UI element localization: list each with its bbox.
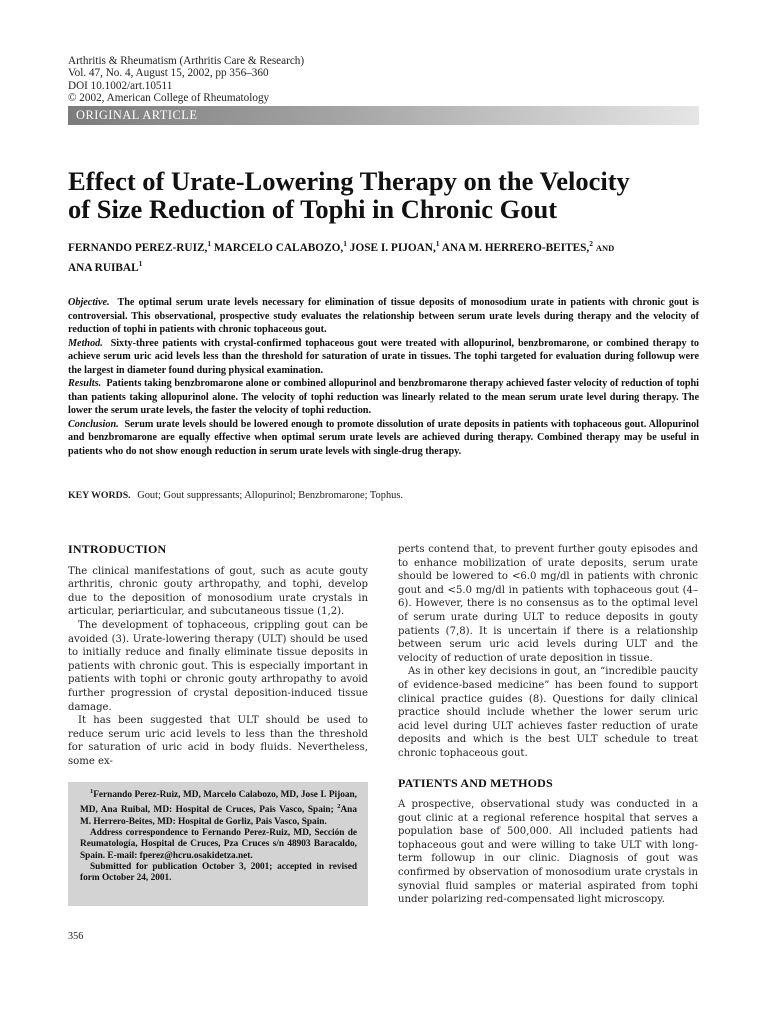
abstract-conclusion (68, 418, 699, 459)
doi: DOI 10.1002/art.10511 (68, 79, 173, 92)
conclusion-text: Serum urate levels should be lowered enough to promote dissolution of urate deposits in patients with tophaceous gout. Allopurinol and benzbromarone are equally effective when optimal serum urate levels are achieved during therapy. Combined therapy may be useful in patients who do not show enough reduction in serum urate levels with single-drug therapy. (68, 418, 699, 457)
keywords-text: Gout; Gout suppressants; Allopurinol; Benzbromarone; Tophus. (137, 490, 403, 501)
affiliation-mark: 1 (343, 239, 347, 248)
article-type-band (68, 106, 699, 125)
author-4: ANA M. HERRERO-BEITES, (441, 241, 590, 254)
volume-info: Vol. 47, No. 4, August 15, 2002, pp 356–360 (68, 67, 269, 80)
affiliation-mark: 1 (138, 258, 143, 268)
intro-paragraph-4: As in other key decisions in gout, an “incredible paucity of evidence-based medicine” has been found to support clinical practice guides (8). Questions for daily clinical practice should include whether the lower serum uric acid level during ULT achieves faster reduction of urate deposits and which is the best ULT schedule to treat chronic tophaceous gout. (398, 666, 698, 759)
right-column (398, 543, 698, 907)
footnote-mark: 1 (90, 788, 94, 795)
journal-header (68, 55, 304, 105)
results-text: Patients taking benzbromarone alone or combined allopurinol and benzbromarone therapy achieved faster velocity of reduction of tophi than patients taking allopurinol alone. The velocity of tophi reduction was linearly related to the mean serum urate level during therapy. The lower the serum urate levels, the faster the velocity of tophi reduction. (68, 378, 699, 416)
method-text: Sixty-three patients with crystal-confirmed tophaceous gout were treated with allopurinol, benzbromarone, or combined therapy to achieve serum uric acid levels less than the threshold for saturation of urate in tissues. The tophi targeted for evaluation during followup were the largest in diameter found during physical examination. (68, 337, 699, 376)
copyright: © 2002, American College of Rheumatology (68, 92, 270, 105)
keywords-label: KEY WORDS. (68, 490, 131, 501)
page-number: 356 (68, 931, 84, 942)
footnote-affiliations (80, 786, 357, 828)
footnote-submission: Submitted for publication October 3, 2001; accepted in revised form October 24, 2001. (80, 861, 357, 884)
keywords (68, 490, 708, 501)
results-label: Results. (68, 378, 102, 389)
introduction-heading: INTRODUCTION (68, 542, 167, 556)
left-column (68, 543, 368, 769)
footnote-correspondence: Address correspondence to Fernando Perez-Ruiz, MD, Sección de Reumatología, Hospital de Cruces, Pza Cruces s/n 48903 Baracaldo, Spain. E-mail: fperez@hcru.osakidetza.net. (80, 828, 357, 861)
intro-paragraph-3: It has been suggested that ULT should be used to reduce serum uric acid levels to less than the threshold for saturation of uric acid in body fluids. Nevertheless, some ex- (68, 715, 368, 767)
article-type-label: ORIGINAL ARTICLE (76, 108, 198, 122)
intro-continued-paragraph: perts contend that, to prevent further gouty episodes and to enhance mobilization of urate deposits, serum urate should be lowered to <6.0 mg/dl in patients with chronic gout and <5.0 mg/dl in patients with tophaceous gout (4–6). However, there is no consensus as to the optimal level of serum urate during ULT to reduce deposits in gouty patients (7,8). It is uncertain if there is a relationship between serum uric acid levels during ULT and the velocity of reduction of urate deposition in tissue. (398, 544, 698, 664)
author-2: MARCELO CALABOZO, (213, 241, 344, 254)
article-title (68, 167, 708, 223)
author-5: ANA RUIBAL (68, 261, 139, 274)
footnote-box (68, 782, 368, 906)
affiliation-mark: 2 (589, 239, 594, 248)
objective-label: Objective. (68, 297, 110, 308)
title-line-1: Effect of Urate-Lowering Therapy on the Velocity (68, 166, 630, 196)
affiliation-mark: 1 (435, 239, 440, 248)
methods-heading: PATIENTS AND METHODS (398, 775, 553, 790)
methods-paragraph-1: A prospective, observational study was conducted in a gout clinic at a regional reference hospital that serves a population base of 500,000. All included patients had tophaceous gout and were willing to take ULT with long-term followup in our clinic. Diagnosis of gout was confirmed by observation of monosodium urate crystals in synovial fluid samples or material aspirated from tophi under polarizing red-compensated light microscopy. (398, 799, 698, 906)
author-conjunction: AND (595, 242, 615, 253)
affiliation-mark: 1 (207, 239, 212, 248)
abstract-method (68, 337, 699, 378)
method-label: Method. (68, 337, 103, 349)
intro-paragraph-2: The development of tophaceous, crippling gout can be avoided (3). Urate-lowering therapy (ULT) should be used to initially reduce and finally eliminate tissue deposits in patients with chronic gout. This is especially important in patients with tophi or chronic gouty arthropathy to avoid further progression of crystal deposition-induced tissue damage. (68, 619, 368, 713)
footnote-mark: 2 (337, 803, 341, 811)
author-1: FERNANDO PEREZ-RUIZ, (68, 241, 208, 254)
author-3: JOSE I. PIJOAN, (349, 241, 436, 254)
conclusion-label: Conclusion. (68, 418, 119, 430)
intro-paragraph-1: The clinical manifestations of gout, such as acute gouty arthritis, chronic gouty arthropathy, and tophi, develop due to the deposition of monosodium urate crystals in articular, periarticular, and subcutaneous tissue (1,2). (68, 565, 368, 618)
title-line-2: of Size Reduction of Tophi in Chronic Gout (68, 194, 558, 224)
abstract-objective (68, 296, 699, 337)
objective-text: The optimal serum urate levels necessary for elimination of tissue deposits of monosodium urate in patients with chronic gout is controversial. This observational, prospective study evaluates the relationship between serum urate levels during therapy and the velocity of reduction of tophi in patients with chronic tophaceous gout. (68, 297, 699, 335)
journal-name: Arthritis & Rheumatism (Arthritis Care & Research) (68, 55, 305, 67)
author-list (68, 236, 708, 276)
abstract-results (68, 377, 699, 418)
footnote-affiliations-text: Fernando Perez-Ruiz, MD, Marcelo Calabozo, MD, Jose I. Pijoan, MD, Ana Ruibal, MD: Hospital de Cruces, Pais Vasco, Spain; (80, 790, 357, 816)
footnote-affiliations-text-2: Ana M. Herrero-Beites, MD: Hospital de Gorliz, Pais Vasco, Spain. (80, 805, 357, 827)
abstract (68, 296, 699, 458)
